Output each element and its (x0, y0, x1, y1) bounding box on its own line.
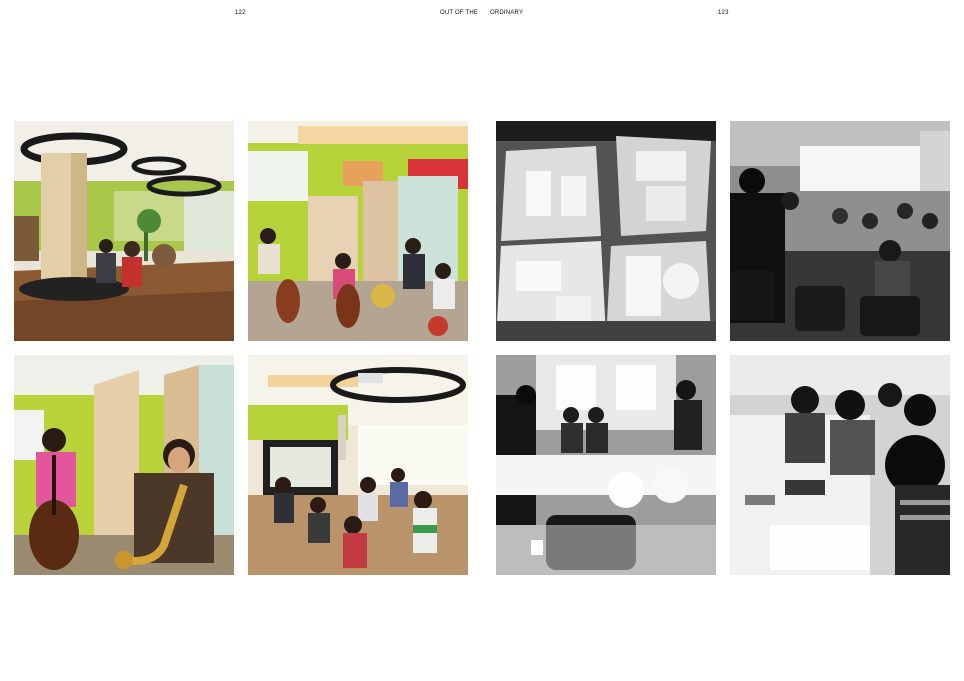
photo-architecture-models (496, 121, 716, 341)
photo-cello-and-saxophone-students (14, 355, 234, 575)
left-page-number: 122 (235, 10, 246, 16)
running-head-right: ORDINARY (490, 10, 524, 16)
photo-library-reading-area (14, 121, 234, 341)
photo-community-meeting (496, 355, 716, 575)
photo-music-class-group (248, 355, 468, 575)
photo-workshop-presentation (730, 121, 950, 341)
right-page-number: 123 (718, 10, 729, 16)
running-head-left: OUT OF THE (440, 10, 479, 16)
photo-children-model-making (730, 355, 950, 575)
photo-music-room-orchestra (248, 121, 468, 341)
